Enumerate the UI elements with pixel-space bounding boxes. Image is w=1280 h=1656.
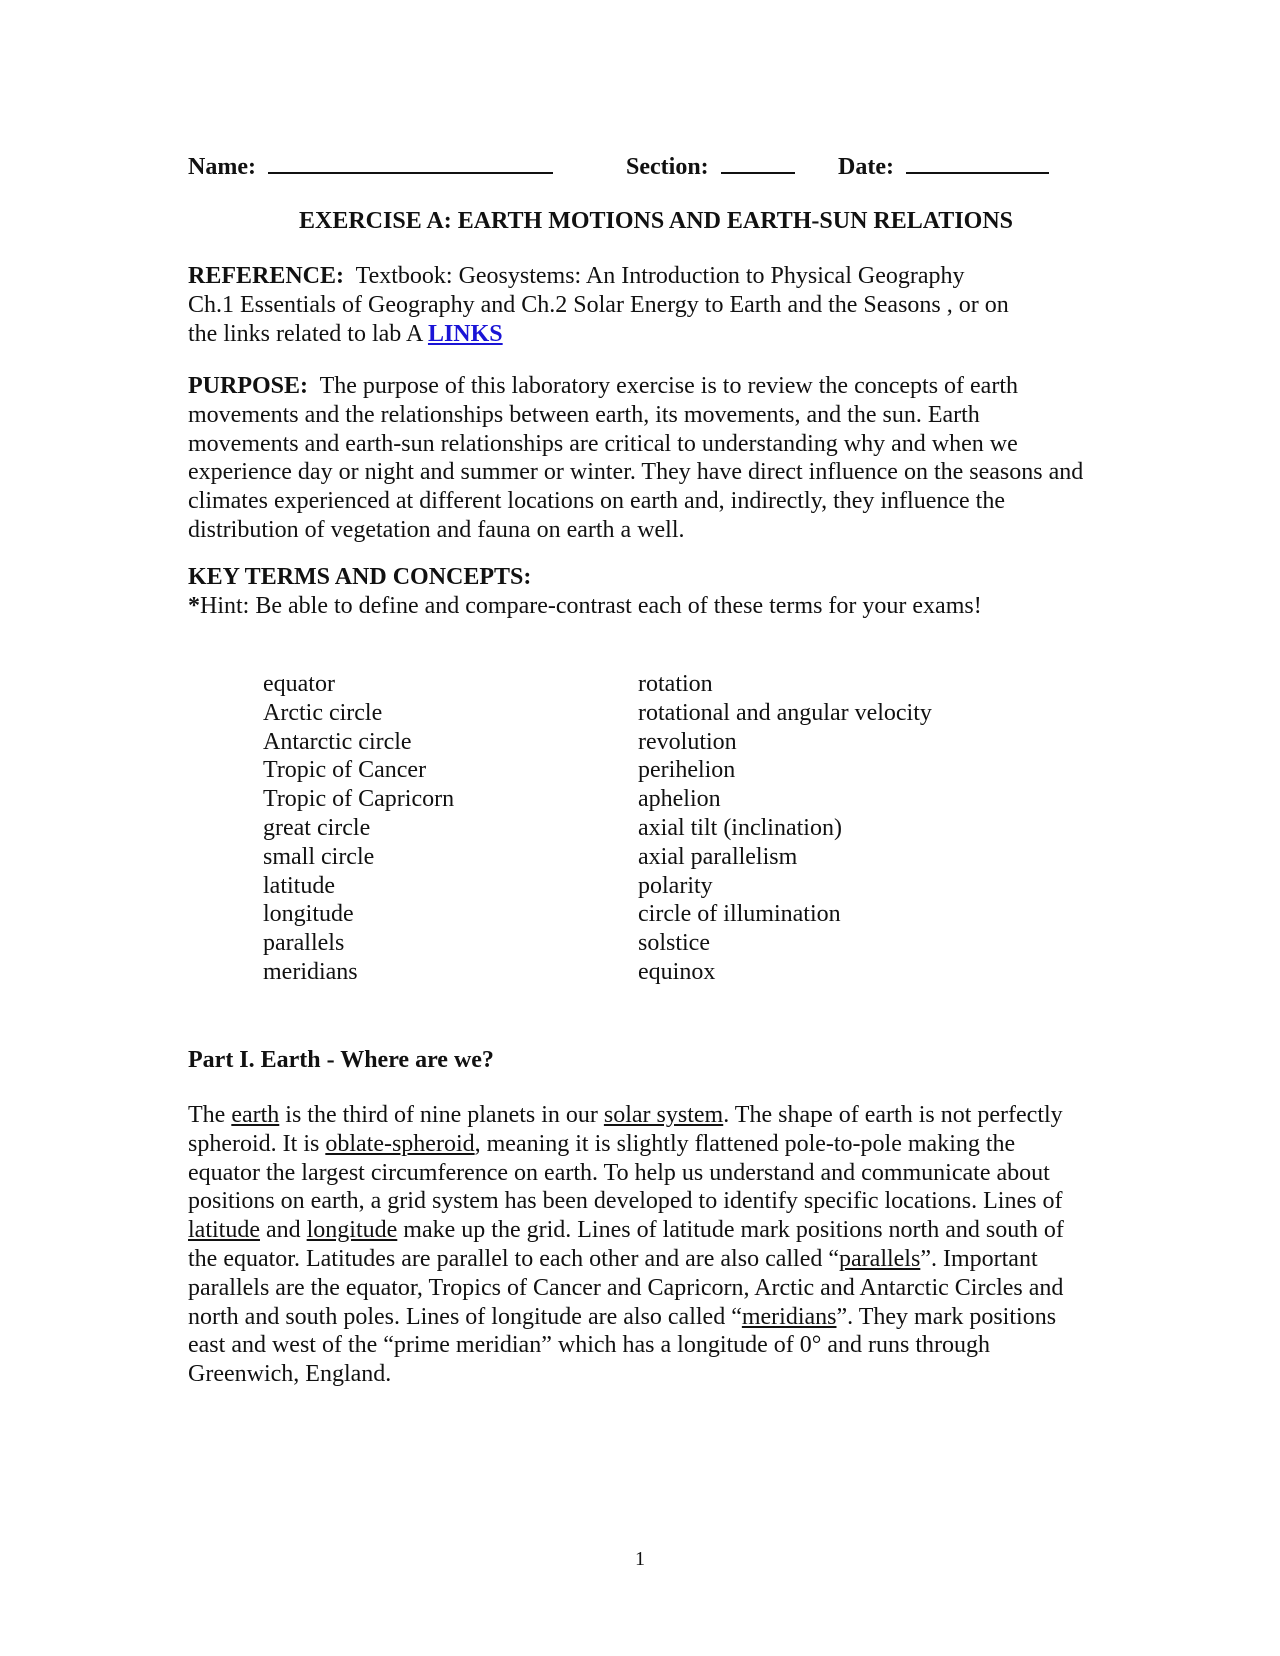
part1-text: , meaning it is slightly flattened pole-to-pole making the equator the largest circumference on earth. To help us understand and communicate about positions on earth, a grid system has been developed to identify specific locations. Lines of	[188, 1130, 1063, 1215]
part1-text: is the third of nine planets in our	[279, 1102, 604, 1128]
term-meridians: meridians	[741, 1303, 837, 1330]
term-item: axial tilt (inclination)	[638, 814, 842, 841]
term-item: longitude	[263, 901, 354, 928]
term-earth: earth	[231, 1102, 280, 1128]
term-item: perihelion	[638, 757, 736, 784]
purpose-label: PURPOSE:	[188, 373, 308, 399]
term-item: revolution	[638, 728, 737, 755]
key-terms-heading: KEY TERMS AND CONCEPTS:	[188, 564, 532, 590]
part1-text: make up the grid. Lines of latitude mark positions north and south of the equator. Latitudes are parallel to each other and are also called “	[188, 1217, 1064, 1272]
term-item: equator	[263, 671, 335, 697]
term-parallels: parallels	[839, 1245, 921, 1272]
reference-label: REFERENCE:	[188, 263, 345, 289]
term-item: parallels	[263, 930, 345, 957]
date-field[interactable]	[838, 150, 1049, 181]
term-item: aphelion	[638, 786, 721, 813]
reference-text-line2: Ch.1 Essentials of Geography and Ch.2 Solar Energy to Earth and the Seasons , or on	[188, 291, 1009, 318]
term-item: solstice	[638, 930, 710, 957]
term-item: rotation	[638, 671, 713, 697]
term-item: polarity	[638, 872, 713, 899]
section-blank[interactable]	[721, 150, 795, 174]
name-blank[interactable]	[268, 150, 553, 174]
key-terms-section	[188, 563, 1088, 621]
date-blank[interactable]	[906, 150, 1049, 174]
term-item: axial parallelism	[638, 843, 798, 870]
term-item: meridians	[263, 958, 358, 985]
part1-paragraph	[188, 1101, 1088, 1389]
term-item: equinox	[638, 958, 716, 985]
hint-star: *	[188, 592, 200, 619]
key-terms-right-column	[638, 670, 932, 987]
term-item: latitude	[263, 872, 335, 899]
section-label: Section:	[626, 154, 709, 180]
term-item: Antarctic circle	[263, 728, 412, 755]
date-label: Date:	[838, 154, 894, 180]
reference-section	[188, 262, 1088, 348]
key-terms-left-column	[263, 670, 454, 987]
term-item: Tropic of Cancer	[263, 757, 427, 784]
links-link[interactable]: LINKS	[427, 320, 503, 347]
reference-text-line1: Textbook: Geosystems: An Introduction to Physical Geography	[355, 263, 965, 289]
name-field[interactable]	[188, 150, 553, 181]
part1-text: ”. Important parallels are the equator, Tropics of Cancer and Capricorn, Arctic and Antarctic Circles and north and south poles. Lines of longitude are also called “	[188, 1245, 1064, 1330]
term-item: rotational and angular velocity	[638, 699, 932, 726]
term-item: great circle	[263, 814, 371, 841]
page-number: 1	[635, 1548, 645, 1570]
exercise-title: EXERCISE A: EARTH MOTIONS AND EARTH-SUN RELATIONS	[299, 208, 1013, 234]
term-item: Arctic circle	[263, 699, 383, 726]
name-label: Name:	[188, 154, 256, 180]
header-fields	[188, 150, 1088, 184]
term-item: small circle	[263, 843, 375, 870]
term-item: Tropic of Capricorn	[263, 786, 455, 813]
part1-text: . The shape of earth is not perfectly spheroid. It is	[188, 1102, 1063, 1157]
term-solar-system: solar system	[603, 1102, 724, 1128]
part1-title: Part I. Earth - Where are we?	[188, 1047, 494, 1073]
term-latitude: latitude	[188, 1217, 260, 1244]
part1-text: ”. They mark positions east and west of the “prime meridian” which has a longitude of 0° and runs through Greenwich, England.	[188, 1303, 1057, 1388]
hint-text: Hint: Be able to define and compare-contrast each of these terms for your exams!	[200, 592, 982, 619]
purpose-section	[188, 372, 1088, 545]
part1-text: and	[259, 1217, 307, 1244]
part1-text: The	[188, 1102, 232, 1128]
reference-text-line3: the links related to lab A	[188, 320, 422, 347]
term-longitude: longitude	[306, 1217, 398, 1244]
term-item: circle of illumination	[638, 901, 841, 928]
purpose-text: The purpose of this laboratory exercise is to review the concepts of earth movements and the relationships between earth, its movements, and the sun. Earth movements and earth-sun relationships are critical to understanding why and when we experience day or night and summer or winter. They have direct influence on the seasons and climates experienced at different locations on earth and, indirectly, they influence the distribution of vegetation and fauna on earth a well.	[188, 373, 1084, 543]
section-field[interactable]	[626, 150, 795, 181]
term-oblate-spheroid: oblate-spheroid	[325, 1130, 475, 1157]
